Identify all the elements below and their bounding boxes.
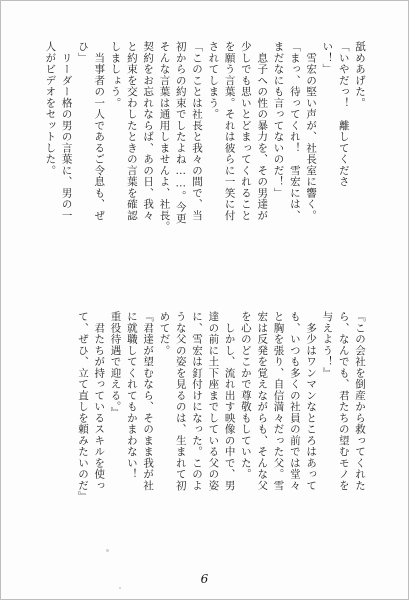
page-number: 6 — [200, 572, 209, 586]
text-line: 与えよう！』 — [321, 311, 334, 379]
text-block-bottom — [75, 311, 368, 561]
text-line: 息子への性の暴力を、その男達が — [256, 41, 269, 221]
text-line: を願う言葉。それは彼らに一笑に付 — [223, 41, 236, 221]
text-line: 人がビデオをセットした。 — [44, 41, 57, 176]
text-line: 重役待遇で迎える。』 — [109, 311, 122, 419]
text-line: めてだ。 — [158, 311, 171, 356]
text-line: 少しでも思いとどまってくれること — [239, 41, 252, 221]
text-line: されてしまう。 — [207, 41, 220, 120]
text-line: しかし、流れ出す映像の中で、男 — [223, 311, 236, 491]
text-line: ひ」 — [76, 41, 89, 64]
text-line: しましょう。 — [109, 41, 122, 109]
text-line: と約束を交わしたときの言葉を確認 — [125, 41, 138, 221]
text-line: 宏は反発を覚えながらも、そんな父 — [256, 311, 269, 491]
text-line: 「まっ、待ってくれ！ 雪宏には、 — [288, 41, 301, 221]
text-line: て、ぜひ、立て直しを頼みたいのだ』 — [76, 311, 89, 503]
text-line: を心のどこかで尊敬もしていた。 — [239, 311, 252, 480]
text-line: まだなにも言ってないのだ！」 — [272, 41, 285, 199]
text-line: 「このことは社長と我々の間で、当 — [191, 41, 204, 221]
text-line: 契約をお忘れならば、あの日、我々 — [142, 41, 155, 221]
text-line: 「いやだっ！ 離してくださ — [337, 41, 350, 188]
text-line: い！」 — [321, 41, 334, 75]
text-line: に、雪宏は釘付けになった。このよ — [191, 311, 204, 491]
text-line: 雪宏の堅い声が、社長室に響く。 — [305, 41, 318, 221]
text-line: そんな言葉は通用しませんよ、社長。 — [158, 41, 171, 233]
text-line: 多少はワンマンなところはあって — [305, 311, 318, 491]
scan-smudge — [106, 549, 109, 552]
text-line: に就職してくれてもかまわない！ — [125, 311, 138, 480]
text-line: 当事者の一人であるご令息も、ぜ — [93, 41, 106, 221]
text-line: 初からの約束でしたよね……。今更 — [174, 41, 187, 224]
text-line: 君たちが持っているスキルを使っ — [93, 311, 106, 491]
text-line: 舐めあげた。 — [354, 41, 366, 109]
text-block-top — [42, 41, 368, 291]
text-line: リーダー格の男の言葉に、男の一 — [60, 41, 73, 221]
text-line: うな父の姿を見るのは、生まれて初 — [174, 311, 187, 491]
text-line: 『この会社を倒産から救ってくれた — [354, 311, 366, 491]
text-line: 達の前に土下座までしている父の姿 — [207, 311, 220, 491]
text-line: と胸を張り、自信満々だった父。雪 — [272, 311, 285, 491]
text-line: も、いつも多くの社員の前では堂々 — [288, 311, 301, 491]
text-line: ら、なんでも、君たちの望むモノを — [337, 311, 350, 491]
text-line: 『君達が望むなら、そのまま我が社 — [142, 311, 155, 491]
scan-smudge — [119, 587, 121, 589]
